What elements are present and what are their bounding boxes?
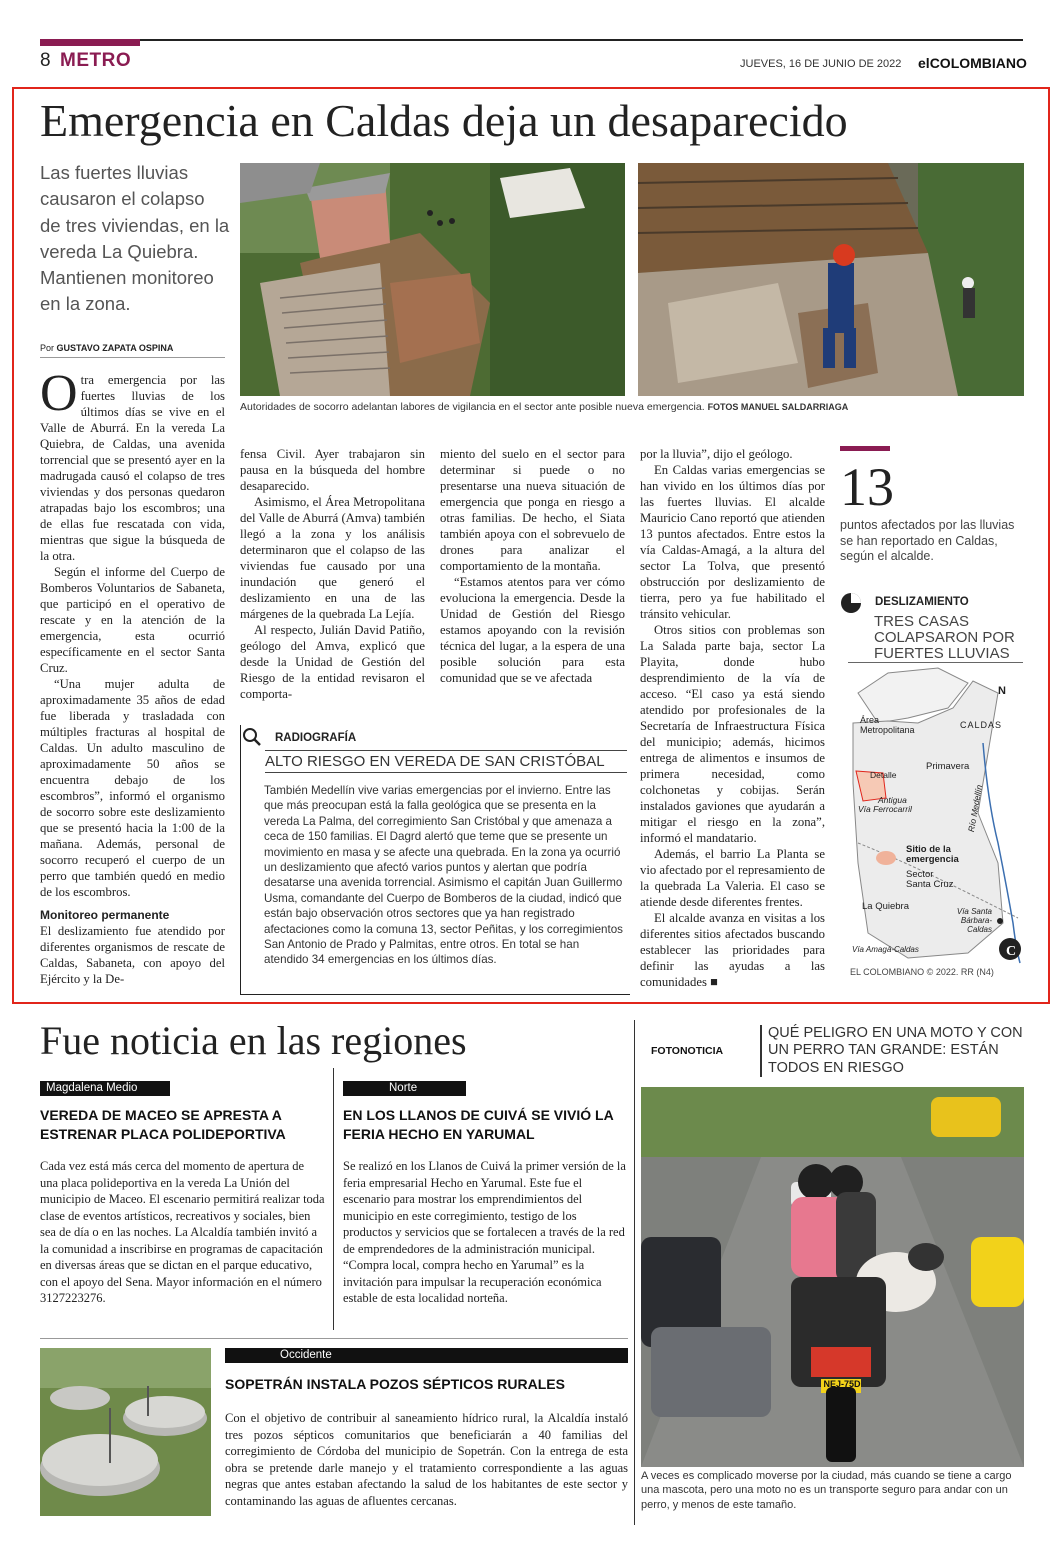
map-area-metro-1: Área bbox=[860, 715, 880, 725]
masthead-el: el bbox=[918, 55, 930, 71]
story-column-4 bbox=[640, 446, 825, 990]
svg-text:C: C bbox=[1006, 944, 1017, 959]
map-via-sb-2: Bárbara- bbox=[960, 916, 992, 926]
map-antigua-1: Antigua bbox=[878, 795, 907, 805]
map-via-sb-1: Vía Santa bbox=[956, 907, 992, 916]
stat-number: 13 bbox=[840, 457, 894, 517]
map-area-metro-2: Metropolitana bbox=[860, 724, 915, 735]
story3-body: Con el objetivo de contribuir al saneamiento hídrico rural, la Alcaldía instaló tres pozos sépticos comunitarios que beneficiarán a 40 familias del corregimiento de Córdoba del municipio de Sopetrán. Con la entrega de esta obra se pretende darle manejo y el tratamiento correspondiente a las aguas negras que antes estaban afectando la salud de los habitantes de este sector y contaminando las aguas de afluentes cercanas. bbox=[225, 1411, 628, 1508]
masthead-name: COLOMBIANO bbox=[929, 55, 1027, 71]
map-credit: EL COLOMBIANO © 2022. RR (N4) bbox=[850, 967, 994, 977]
story2-tag bbox=[343, 1081, 466, 1096]
map-rio: Río Medellín bbox=[966, 784, 985, 833]
page-number: 8 bbox=[40, 50, 51, 71]
col1-paragraph-4: El deslizamiento fue atendido por diferentes organismos de rescate de Caldas, Sabaneta, con apoyo del Ejército y la De- bbox=[40, 924, 225, 987]
map-via-amaga: Vía Amagá-Caldas bbox=[852, 945, 919, 954]
map-quiebra: La Quiebra bbox=[862, 901, 910, 912]
masthead bbox=[918, 55, 1027, 71]
header-rule bbox=[40, 39, 1023, 41]
map-caldas: CALDAS bbox=[960, 720, 1003, 730]
photo-caption bbox=[240, 401, 1025, 413]
byline-name: GUSTAVO ZAPATA OSPINA bbox=[56, 343, 174, 353]
col2-paragraph-2: Asimismo, el Área Metropolitana del Valle de Aburrá (Amva) también llegó a la zona y los análisis determinaron que el colapso de las viviendas fue causado por una inundación que generó el deslizamiento en una de las márgenes de la quebrada La Lejía. bbox=[240, 495, 425, 621]
col1-paragraph-2: Según el informe del Cuerpo de Bomberos Voluntarios de Sabaneta, que participó en el operativo de rescate y en la atención de la emergencia, esta ocurrió específicamente en el sector Santa Cruz. bbox=[40, 565, 225, 675]
col4-paragraph-1: por la lluvia”, dijo el geólogo. bbox=[640, 447, 793, 461]
section-name: METRO bbox=[60, 50, 132, 71]
story1-body: Cada vez está más cerca del momento de apertura de una placa polideportiva en la vereda La Unión del municipio de Maceo. El escenario permitirá realizar toda clase de eventos artísticos, recreativos y sociales, bien sea de día o en las noches. La Alcaldía también invitó a la comunidad a inscribirse en programas de capacitación en diversas áreas que se dictan en el parque educativo, con el apoyo del Sena. Mayor información en el número 3127223276. bbox=[40, 1159, 325, 1305]
story-column-1 bbox=[40, 365, 225, 987]
map-area-metro bbox=[860, 716, 915, 736]
map-via-santa-barbara bbox=[942, 907, 992, 935]
regions-hrule bbox=[40, 1338, 628, 1339]
photo-rescuer-rubble bbox=[638, 163, 1024, 396]
story1-tag: Magdalena Medio bbox=[40, 1081, 170, 1096]
map-label: DESLIZAMIENTO bbox=[875, 596, 969, 608]
regions-headline: Fue noticia en las regiones bbox=[40, 1018, 467, 1063]
map-antigua bbox=[858, 795, 917, 815]
fotonoticia-caption: A veces es complicado moverse por la ciudad, más cuando se tiene a cargo una mascota, pero una moto no es un transporte seguro para andar con un perro, y menos de este tamaño. bbox=[641, 1470, 1012, 1511]
col3-paragraph-2: “Estamos atentos para ver cómo evoluciona la emergencia. Desde la Unidad de Gestión del Riesgo estamos apoyando con la revisión técnica del lugar, a la espera de una posible solución para esta comunidad que se ve afectada bbox=[440, 575, 625, 685]
story3-tag bbox=[225, 1348, 628, 1363]
fotonoticia-divider bbox=[634, 1020, 635, 1525]
dropcap: O bbox=[40, 365, 78, 422]
byline-prefix: Por bbox=[40, 343, 55, 353]
map-sitio-2: emergencia bbox=[906, 854, 959, 866]
fotonoticia-title: QUÉ PELIGRO EN UNA MOTO Y CON UN PERRO TAN GRANDE: ESTÁN TODOS EN RIESGO bbox=[760, 1025, 1025, 1077]
story-column-3 bbox=[440, 446, 625, 686]
regions-divider bbox=[333, 1068, 334, 1330]
story3-tag-text: Occidente bbox=[280, 1349, 332, 1361]
map-sector bbox=[906, 870, 954, 891]
col1-paragraph-1 bbox=[40, 365, 225, 564]
photo-septic-tanks bbox=[40, 1348, 211, 1516]
map-detalle: Detalle bbox=[870, 770, 897, 780]
stat-color-bar bbox=[840, 446, 890, 451]
story1-headline: VEREDA DE MACEO SE APRESTA A ESTRENAR PLACA POLIDEPORTIVA bbox=[40, 1107, 286, 1142]
photo-motorcycle-dog bbox=[641, 1087, 1024, 1467]
magnifier-icon bbox=[242, 727, 262, 747]
col4-paragraph-2: En Caldas varias emergencias se han vivido en los últimos días por las fuertes lluvias. El alcalde Mauricio Cano reportó que atienden 13 puntos afectados. Entre estos la vía Caldas-Amagá, a la altura del sector La Tolva, que presentó obstrucción por deslizamiento de tierra, pero ya fue habilitado el tránsito vehicular. bbox=[640, 463, 825, 621]
map-sitio-1: Sitio de la bbox=[906, 844, 951, 855]
story2-body: Se realizó en los Llanos de Cuivá la primer versión de la feria empresarial Hecho en Yarumal. Este fue el escenario para mostrar los emprendimientos del municipio en este corregimiento, testigo de los productos y servicios que se fortalecen a través de la red de emprendedores de la administración municipal. “Compra local, compra hecho en Yarumal” es la invitación para impulsar la recuperación económica estable de esta localidad norteña. bbox=[343, 1159, 626, 1305]
stat-text: puntos afectados por las lluvias se han reportado en Caldas, según el alcalde. bbox=[840, 518, 1015, 564]
col1-p1-text: tra emergencia por las fuertes lluvias de los últimos días se vive en el Valle de Aburrá. En la vereda La Quiebra, de Caldas, una avenida torrencial que se presentó ayer en la madrugada causó el colapso de tres viviendas y dos personas quedaron atrapadas bajo los escombros; una de ellas fue rescatada con vida, mientras que sigue la búsqueda de la otra. bbox=[40, 373, 225, 563]
col4-paragraph-3: Otros sitios con problemas son La Salada parte baja, sector La Playita, donde hubo desprendimiento de la vía de acceso. “El caso ya está siendo atendido por profesionales de la Secretaría de Infraestructura Física del municipio; además, hicimos entrega de alimentos e insumos de primera necesidad, como colchonetas y cobijas. Serán instalados gaviones que ayudarán a mitigar el riesgo en la zona”, informó el mandatario. bbox=[640, 623, 825, 845]
story2-headline: EN LOS LLANOS DE CUIVÁ SE VIVIÓ LA FERIA HECHO EN YARUMAL bbox=[343, 1107, 614, 1142]
radiografia-body: También Medellín vive varias emergencias por el invierno. Entre las que más preocupan está la falla geológica que se presenta en la vereda La Palma, del corregimiento San Cristóbal y que amenaza a ceca de 150 familias. El Dagrd alertó que teme que se presente un movimiento en masa y se afecte una quebrada. En la zona ya ocurrió un deslizamiento que afectó varios puntos y alertan que podría desatarse una avenida torrencial. Asimismo el capitán Juan Guillermo Usma, comandante del Cuerpo de Bomberos de la ciudad, indicó que están bajo observación otros sectores que ya han registrado afectaciones como la comuna 13, sector Peñitas, y los corregimientos San Antonio de Prado y Palmitas, entre otros. En total se han atendido 34 emergencias en los últimos días. bbox=[264, 784, 623, 967]
fotonoticia-label: FOTONOTICIA bbox=[651, 1045, 724, 1057]
main-deck: Las fuertes lluvias causaron el colapso de tres viviendas, en la vereda La Quiebra. Mantienen monitoreo en la zona. bbox=[40, 162, 230, 315]
map-primavera: Primavera bbox=[926, 761, 970, 772]
map-antigua-2: Vía Ferrocarril bbox=[858, 804, 912, 815]
byline bbox=[40, 343, 225, 358]
col4-paragraph-5: El alcalde avanza en visitas a los diferentes sitios afectados buscando establecer las prioridades para definir las ayudas a las comunidades ■ bbox=[640, 911, 825, 989]
location-map bbox=[848, 662, 1023, 964]
half-circle-icon bbox=[840, 592, 862, 614]
map-sector-2: Santa Cruz bbox=[906, 879, 954, 891]
story-column-2 bbox=[240, 446, 425, 702]
col1-paragraph-3: “Una mujer adulta de aproximadamente 35 años de edad fue liberada y trasladada con múltiples fracturas al hospital de Caldas. Un adulto masculino de aproximadamente 50 años se encuentra debajo de los escombros”, informó el organismo de socorro sobre este deslizamiento que se presentó hacia la 1:00 de la mañana. Además, personal de socorro recuperó el cuerpo de un perro que también quedó en medio de los escombros. bbox=[40, 677, 225, 899]
story3-headline: SOPETRÁN INSTALA POZOS SÉPTICOS RURALES bbox=[225, 1376, 565, 1392]
map-sitio bbox=[906, 845, 959, 866]
col3-paragraph-1: miento del suelo en el sector para determinar si puede o no presentarse una nueva situación de emergencia que ponga en riesgo a otras familias. De hecho, el Siata también apoya con el sobrevuelo de drones para analizar el comportamiento de la montaña. bbox=[440, 447, 625, 573]
story2-tag-text: Norte bbox=[389, 1082, 418, 1094]
section-color-bar bbox=[40, 39, 140, 46]
col2-paragraph-1: fensa Civil. Ayer trabajaron sin pausa en la búsqueda del hombre desaparecido. bbox=[240, 447, 425, 493]
license-plate: NEJ-75D bbox=[823, 1379, 861, 1389]
col4-paragraph-4: Además, el barrio La Planta se vio afectado por el represamiento de la quebrada La Valeria. El caso se atiende desde diferentes frentes. bbox=[640, 847, 825, 909]
photo-caption-text: Autoridades de socorro adelantan labores de vigilancia en el sector ante posible nueva emergencia. bbox=[240, 401, 705, 413]
map-title: TRES CASAS COLAPSARON POR FUERTES LLUVIAS bbox=[874, 613, 1015, 662]
photo-credit: FOTOS MANUEL SALDARRIAGA bbox=[707, 402, 849, 412]
north-arrow: N bbox=[998, 685, 1006, 697]
main-headline: Emergencia en Caldas deja un desaparecido bbox=[40, 95, 848, 146]
radiografia-title: ALTO RIESGO EN VEREDA DE SAN CRISTÓBAL bbox=[265, 750, 627, 773]
photo-aerial-collapse bbox=[240, 163, 625, 396]
col2-paragraph-3: Al respecto, Julián David Patiño, geólogo del Amva, explicó que desde la Unidad de Gestión del Riesgo de la entidad revisaron el comporta- bbox=[240, 623, 425, 701]
dateline: JUEVES, 16 DE JUNIO DE 2022 bbox=[740, 58, 902, 70]
map-via-sb-3: Caldas bbox=[967, 925, 992, 935]
radiografia-label: RADIOGRAFÍA bbox=[275, 732, 357, 744]
col1-subhead: Monitoreo permanente bbox=[40, 908, 170, 922]
map-sector-1: Sector bbox=[906, 869, 934, 880]
